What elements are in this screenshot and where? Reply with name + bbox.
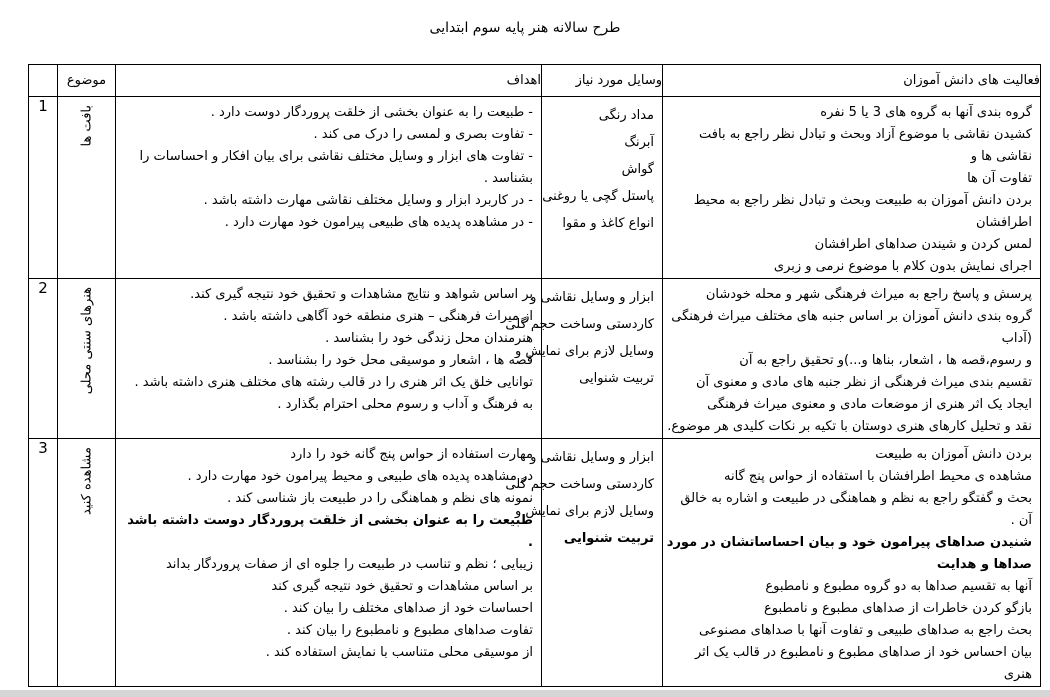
material-line: کاردستی وساخت حجم گلی <box>505 317 654 332</box>
objective-line: از موسیقی محلی متناسب با نمایش استفاده کند . <box>265 645 533 660</box>
objective-lines <box>116 279 541 416</box>
activity-line: کشیدن نقاشی با موضوع آزاد وبحث و تبادل نظر راجع به بافت نقاشی ها و <box>699 127 1032 164</box>
header-activities: فعالیت های دانش آموزان <box>663 65 1041 97</box>
objective-line: بر اساس شواهد و نتایج مشاهدات و تحقیق خود نتیجه گیری کند. <box>190 287 533 302</box>
table-body <box>29 97 1041 687</box>
activity-line: بازگو کردن خاطرات از صداهای مطبوع و نامطبوع <box>763 601 1032 616</box>
topic-vertical-label: مشاهده کنید <box>79 447 94 516</box>
objective-line: - در مشاهده پدیده های طبیعی پیرامون خود مهارت دارد . <box>224 215 533 230</box>
table-row <box>29 439 1041 687</box>
objective-line: - در کاربرد ابزار و وسایل مختلف نقاشی مهارت داشته باشد . <box>203 193 533 208</box>
activity-line: بحث راجع به صداهای طبیعی و تفاوت آنها با صداهای مصنوعی <box>699 623 1032 638</box>
activity-line: بیان احساس خود از صداهای مطبوع و نامطبوع در قالب یک اثر هنری <box>694 645 1032 682</box>
objective-lines <box>116 97 541 234</box>
objective-line: تفاوت صداهای مطبوع و نامطبوع را بیان کند . <box>286 623 533 638</box>
activity-line: ایجاد یک اثر هنری از موضعات مادی و معنوی میراث فرهنگی <box>707 397 1032 412</box>
header-objectives: اهداف <box>116 65 542 97</box>
header-row-number <box>29 65 58 97</box>
topic-cell <box>58 279 116 439</box>
objective-line: قصه ها ، اشعار و موسیقی محل خود را بشناسد . <box>268 353 533 368</box>
activity-line: تفاوت آن ها <box>967 171 1032 186</box>
material-lines <box>505 279 662 392</box>
objective-lines <box>116 439 541 664</box>
objective-line: نمونه های نظم و هماهنگی را در طبیعت باز شناسی کند . <box>227 491 533 506</box>
topic-cell <box>58 97 116 279</box>
material-lines <box>505 439 662 552</box>
table-row <box>29 279 1041 439</box>
materials-cell <box>505 439 663 687</box>
activity-line: بحث و گفتگو راجع به نظم و هماهنگی در طبیعت و اشاره به خالق آن . <box>680 491 1032 528</box>
objective-line: - تفاوت بصری و لمسی را درک می کند . <box>313 127 533 142</box>
activity-lines <box>663 279 1040 438</box>
objective-line: - تفاوت های ابزار و وسایل مختلف نقاشی برای بیان افکار و احساسات را <box>139 149 533 164</box>
objectives-cell <box>116 279 542 439</box>
objective-line: احساسات خود از صداهای مختلف را بیان کند . <box>283 601 533 616</box>
material-line: تربیت شنوایی <box>563 531 654 546</box>
header-materials: وسایل مورد نیاز <box>542 65 663 97</box>
header-row <box>29 65 1041 97</box>
row-number: 3 <box>29 439 58 687</box>
objective-line: مهارت استفاده از حواس پنج گانه خود را دارد <box>290 447 533 462</box>
activities-cell <box>663 97 1041 279</box>
activities-cell <box>663 279 1041 439</box>
objective-line: - طبیعت را به عنوان بخشی از خلقت پروردگار دوست دارد . <box>210 105 533 120</box>
objective-line: زیبایی ؛ نظم و تناسب در طبیعت را جلوه ای از صفات پروردگار بداند <box>165 557 533 572</box>
row-number: 1 <box>29 97 58 279</box>
topic-vertical-label: هنرهای سنتی محلی <box>79 287 94 395</box>
activity-line: تقسیم بندی میراث فرهنگی از نظر جنبه های مادی و معنوی آن <box>695 375 1032 390</box>
material-lines <box>542 97 662 237</box>
activity-line: نقد و تحلیل کارهای هنری دوستان با تکیه بر نکات کلیدی هر موضوع. <box>667 419 1032 434</box>
activity-line: آنها به تقسیم صداها به دو گروه مطبوع و نامطبوع <box>765 579 1032 594</box>
material-line: ابزار و وسایل نقاشی و <box>530 290 654 305</box>
objective-line: بشناسد . <box>483 171 533 186</box>
topic-vertical-label: بافت ها <box>79 105 94 147</box>
material-line: کاردستی وساخت حجم گلی <box>505 477 654 492</box>
material-line: آبرنگ <box>624 135 654 150</box>
materials-cell <box>505 279 663 439</box>
document-title: طرح سالانه هنر پایه سوم ابتدایی <box>429 20 621 36</box>
activity-line: بردن دانش آموزان به طبیعت <box>875 447 1032 462</box>
material-line: گواش <box>621 162 654 177</box>
activity-line: گروه بندی دانش آموزان بر اساس جنبه های مختلف میراث فرهنگی (آداب <box>671 309 1032 346</box>
material-line: مداد رنگی <box>598 108 654 123</box>
objective-line: در مشاهده پدیده های طبیعی و محیط پیرامون خود مهارت دارد . <box>187 469 533 484</box>
objective-line: طبیعت را به عنوان بخشی از خلقت پروردگار دوست داشته باشد . <box>127 513 533 550</box>
activity-lines <box>663 439 1040 686</box>
objective-line: به فرهنگ و آداب و رسوم محلی احترام بگذارد . <box>277 397 533 412</box>
activity-line: بردن دانش آموزان به طبیعت وبحث و تبادل نظر راجع به محیط اطرافشان <box>693 193 1032 230</box>
material-line: پاستل گچی یا روغنی <box>542 189 654 204</box>
material-line: وسایل لازم برای نمایش و <box>514 344 654 359</box>
objectives-cell <box>116 439 542 687</box>
activity-line: لمس کردن و شیندن صداهای اطرافشان <box>814 237 1032 252</box>
table-row <box>29 97 1041 279</box>
objective-line: بر اساس مشاهدات و تحقیق خود نتیجه گیری کند <box>271 579 533 594</box>
row-number: 2 <box>29 279 58 439</box>
activity-line: شنیدن صداهای پیرامون خود و بیان احساساتشان در مورد صداها و هدایت <box>666 535 1032 572</box>
window-bottom-edge <box>0 690 1050 697</box>
material-line: تربیت شنوایی <box>579 371 654 386</box>
material-line: انواع کاغذ و مقوا <box>562 216 654 231</box>
activity-lines <box>663 97 1040 278</box>
material-line: وسایل لازم برای نمایش و <box>514 504 654 519</box>
activity-line: گروه بندی آنها به گروه های 3 یا 5 نفره <box>820 105 1032 120</box>
material-line: ابزار و وسایل نقاشی و <box>530 450 654 465</box>
header-topic: موضوع <box>58 65 116 97</box>
objective-line: هنرمندان محل زندگی خود را بشناسد . <box>325 331 533 346</box>
activity-line: مشاهده ی محیط اطرافشان با استفاده از حواس پنج گانه <box>724 469 1032 484</box>
topic-cell <box>58 439 116 687</box>
activity-line: و رسوم،قصه ها ، اشعار، بناها و...)و تحقیق راجع به آن <box>739 353 1032 368</box>
materials-cell <box>542 97 663 279</box>
objective-line: توانایی خلق یک اثر هنری را در قالب رشته های مختلف هنری داشته باشد . <box>134 375 533 390</box>
activity-line: پرسش و پاسخ راجع به میراث فرهنگی شهر و محله خودشان <box>705 287 1032 302</box>
lesson-plan-table <box>28 64 1041 687</box>
activities-cell <box>663 439 1041 687</box>
activity-line: اجرای نمایش بدون کلام با موضوع نرمی و زبری <box>773 259 1032 274</box>
objective-line: از میراث فرهنگی – هنری منطقه خود آگاهی داشته باشد . <box>223 309 533 324</box>
objectives-cell <box>116 97 542 279</box>
